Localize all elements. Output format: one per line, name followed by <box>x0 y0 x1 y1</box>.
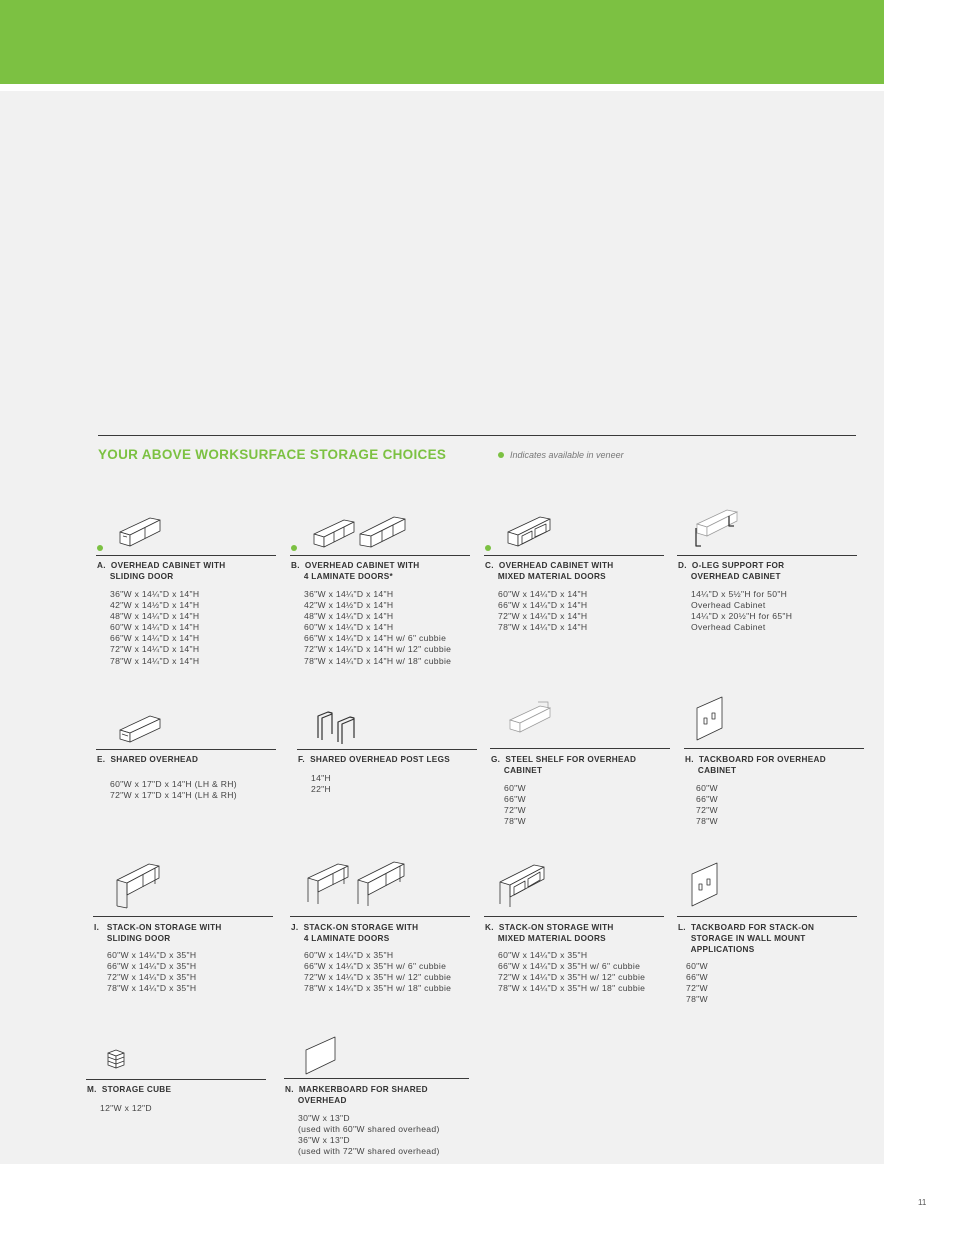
product-j-stack-on-4-laminate-doors <box>290 856 470 1006</box>
item-specs: 12"W x 12"D <box>100 1103 152 1113</box>
product-h-tackboard-overhead <box>684 690 864 840</box>
tackboard-icon <box>689 860 723 908</box>
post-legs-icon <box>316 708 360 748</box>
product-e-shared-overhead <box>96 704 276 814</box>
item-specs: 60"W x 17"D x 14"H (LH & RH) 72"W x 17"D x 14"H (LH & RH) <box>110 779 237 801</box>
product-b-overhead-cabinet-4-laminate-doors <box>290 510 470 670</box>
page-number: 11 <box>918 1198 927 1207</box>
markerboard-icon <box>304 1034 338 1076</box>
product-m-storage-cube <box>86 1040 266 1120</box>
storage-cube-icon <box>106 1048 126 1070</box>
item-title: M. STORAGE CUBE <box>87 1085 172 1094</box>
item-specs: 36"W x 14¼"D x 14"H 42"W x 14½"D x 14"H 48"W x 14¼"D x 14"H 60"W x 14¼"D x 14"H 66"W x 14¼"D x 14"H w/ 6" cubbie 72"W x 14¼"D x 14"H w/ 12" cubbie 78"W x 14¼"D x 14"H w/ 18" cubbie <box>304 589 452 666</box>
item-title: H. TACKBOARD FOR OVERHEAD CABINET <box>685 755 826 775</box>
item-divider <box>484 555 664 556</box>
overhead-cabinet-pair-icon <box>312 512 408 548</box>
o-leg-support-icon <box>693 502 739 548</box>
item-divider <box>677 555 857 556</box>
product-i-stack-on-sliding-door <box>93 856 273 1006</box>
item-title: J. STACK-ON STORAGE WITH 4 LAMINATE DOORS <box>291 923 419 943</box>
item-specs: 60"W 66"W 72"W 78"W <box>686 961 708 1005</box>
item-divider <box>290 916 470 917</box>
header-green-band <box>0 0 884 84</box>
item-divider <box>96 749 276 750</box>
item-divider <box>96 555 276 556</box>
item-divider <box>290 555 470 556</box>
item-title: B. OVERHEAD CABINET WITH 4 LAMINATE DOORS* <box>291 561 420 581</box>
stack-on-storage-icon <box>115 860 161 908</box>
item-divider <box>484 916 664 917</box>
overhead-cabinet-icon <box>118 512 162 548</box>
item-specs: 60"W 66"W 72"W 78"W <box>504 783 526 827</box>
item-specs: 60"W x 14¼"D x 35"H 66"W x 14¼"D x 35"H w/ 6" cubbie 72"W x 14¼"D x 35"H w/ 12" cubbie 78"W x 14¼"D x 35"H w/ 18" cubbie <box>498 950 646 994</box>
steel-shelf-icon <box>508 698 552 736</box>
product-l-tackboard-stack-on <box>677 856 857 1016</box>
product-n-markerboard <box>284 1030 469 1160</box>
item-title: A. OVERHEAD CABINET WITH SLIDING DOOR <box>97 561 226 581</box>
item-divider <box>86 1079 266 1080</box>
item-title: F. SHARED OVERHEAD POST LEGS <box>298 755 450 764</box>
item-specs: 36"W x 14¼"D x 14"H 42"W x 14½"D x 14"H 48"W x 14¼"D x 14"H 60"W x 14¼"D x 14"H 66"W x 14¼"D x 14"H 72"W x 14¼"D x 14"H 78"W x 14¼"D x 14"H <box>110 589 200 666</box>
item-title: D. O-LEG SUPPORT FOR OVERHEAD CABINET <box>678 561 785 581</box>
item-divider <box>93 916 273 917</box>
item-specs: 14"H 22"H <box>311 773 332 795</box>
product-a-overhead-cabinet-sliding-door <box>96 510 276 670</box>
item-title: E. SHARED OVERHEAD <box>97 755 199 764</box>
item-title: G. STEEL SHELF FOR OVERHEAD CABINET <box>491 755 637 775</box>
item-specs: 30"W x 13"D (used with 60"W shared overhead) 36"W x 13"D (used with 72"W shared overhead) <box>298 1113 440 1157</box>
shared-overhead-icon <box>118 712 162 744</box>
product-c-overhead-cabinet-mixed-doors <box>484 510 664 670</box>
stack-on-storage-pair-icon <box>306 858 408 908</box>
item-title: K. STACK-ON STORAGE WITH MIXED MATERIAL DOORS <box>485 923 614 943</box>
item-specs: 14¼"D x 5½"H for 50"H Overhead Cabinet 14¼"D x 20½"H for 65"H Overhead Cabinet <box>691 589 793 633</box>
section-divider <box>98 435 856 436</box>
item-title: C. OVERHEAD CABINET WITH MIXED MATERIAL DOORS <box>485 561 614 581</box>
veneer-dot-icon <box>498 452 504 458</box>
item-title: N. MARKERBOARD FOR SHARED OVERHEAD <box>285 1085 428 1105</box>
veneer-legend <box>498 450 624 460</box>
item-specs: 60"W x 14¼"D x 14"H 66"W x 14¼"D x 14"H 72"W x 14¼"D x 14"H 78"W x 14¼"D x 14"H <box>498 589 588 633</box>
veneer-dot-icon <box>97 545 103 551</box>
product-d-o-leg-support <box>677 500 857 670</box>
item-specs: 60"W x 14¼"D x 35"H 66"W x 14¼"D x 35"H w/ 6" cubbie 72"W x 14¼"D x 35"H w/ 12" cubbie 78"W x 14¼"D x 35"H w/ 18" cubbie <box>304 950 452 994</box>
item-divider <box>284 1078 469 1079</box>
item-title: L. TACKBOARD FOR STACK-ON STORAGE IN WALL MOUNT APPLICATIONS <box>678 923 815 954</box>
item-specs: 60"W 66"W 72"W 78"W <box>696 783 718 827</box>
product-f-shared-overhead-post-legs <box>297 704 477 814</box>
section-title: YOUR ABOVE WORKSURFACE STORAGE CHOICES <box>98 447 447 462</box>
item-title: I. STACK-ON STORAGE WITH SLIDING DOOR <box>94 923 222 943</box>
veneer-legend-text: Indicates available in veneer <box>510 450 624 460</box>
product-k-stack-on-mixed-doors <box>484 856 664 1006</box>
product-g-steel-shelf <box>490 690 670 840</box>
veneer-dot-icon <box>485 545 491 551</box>
item-divider <box>490 748 670 749</box>
item-divider <box>297 749 477 750</box>
item-divider <box>684 748 864 749</box>
overhead-cabinet-mixed-icon <box>506 512 552 548</box>
item-specs: 60"W x 14¼"D x 35"H 66"W x 14¼"D x 35"H 72"W x 14¼"D x 35"H 78"W x 14¼"D x 35"H <box>107 950 197 994</box>
stack-on-storage-mixed-icon <box>498 860 546 908</box>
item-divider <box>677 916 857 917</box>
veneer-dot-icon <box>291 545 297 551</box>
tackboard-icon <box>694 694 728 742</box>
